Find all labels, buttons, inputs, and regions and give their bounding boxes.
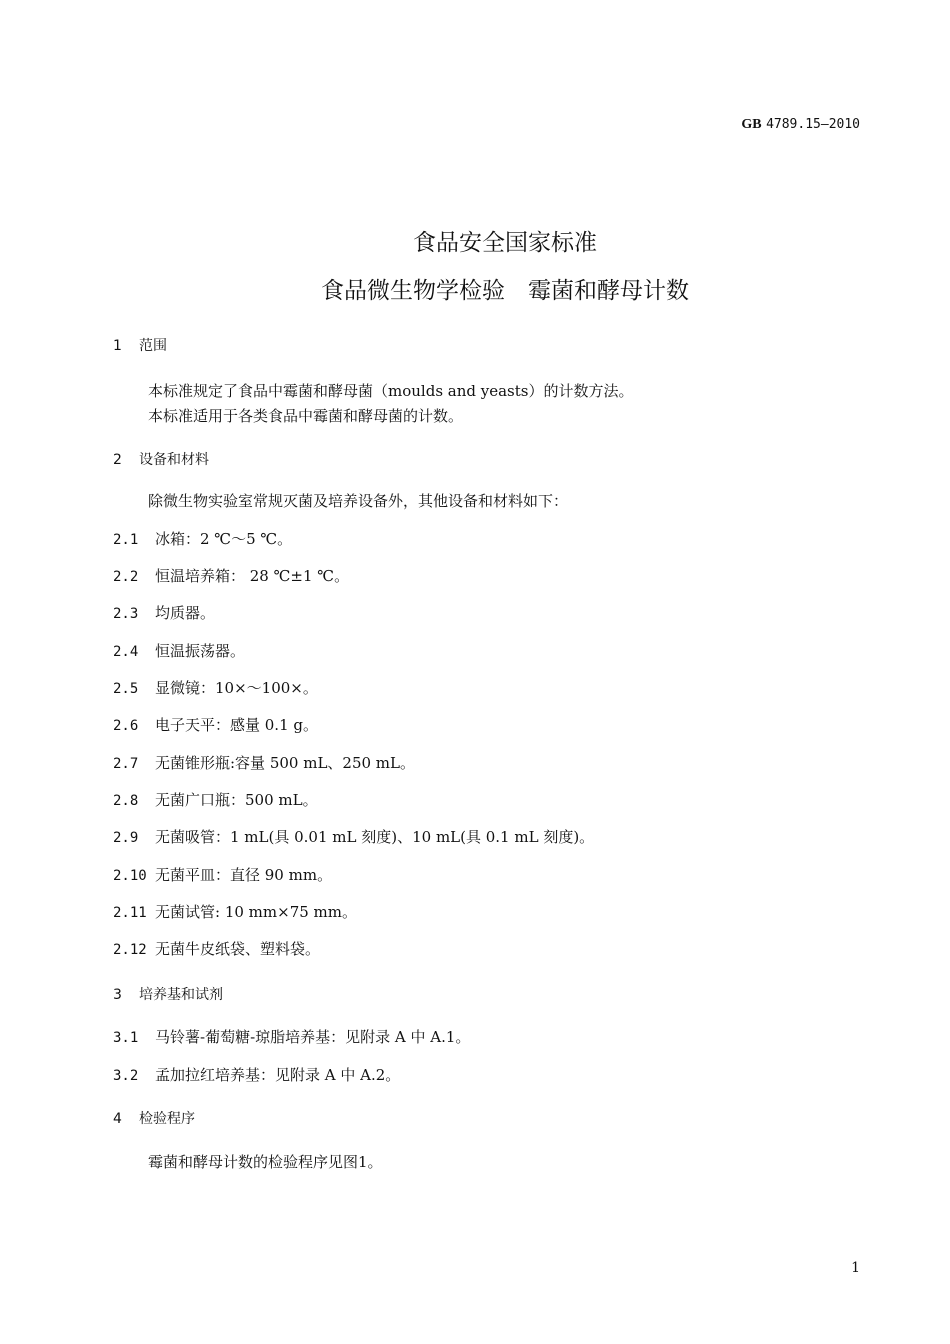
item-2-1: 2.1 冰箱：2 ℃～5 ℃。 xyxy=(113,530,293,548)
item-2-7: 2.7 无菌锥形瓶:容量 500 mL、250 mL。 xyxy=(113,754,415,772)
document-title-line2: 食品微生物学检验 霉菌和酵母计数 xyxy=(321,278,689,304)
section-1-heading: 1 范围 xyxy=(113,338,167,354)
standard-number: GB 4789.15—2010 xyxy=(741,117,860,132)
item-2-8: 2.8 无菌广口瓶：500 mL。 xyxy=(113,791,318,809)
section-3-heading: 3 培养基和试剂 xyxy=(113,987,223,1003)
item-2-10: 2.10 无菌平皿：直径 90 mm。 xyxy=(113,866,333,884)
section-4-heading: 4 检验程序 xyxy=(113,1111,195,1127)
item-3-2: 3.2 孟加拉红培养基：见附录 A 中 A.2。 xyxy=(113,1066,401,1084)
item-2-4: 2.4 恒温振荡器。 xyxy=(113,642,246,660)
item-2-9: 2.9 无菌吸管：1 mL(具 0.01 mL 刻度)、10 mL(具 0.1 mL 刻度)。 xyxy=(113,828,595,846)
document-title-line1: 食品安全国家标准 xyxy=(413,230,597,256)
section-2-intro: 除微生物实验室常规灭菌及培养设备外，其他设备和材料如下： xyxy=(148,492,569,510)
section-4-para: 霉菌和酵母计数的检验程序见图1。 xyxy=(148,1153,383,1171)
item-2-2: 2.2 恒温培养箱： 28 ℃±1 ℃。 xyxy=(113,567,350,585)
section-1-para-2: 本标准适用于各类食品中霉菌和酵母菌的计数。 xyxy=(148,407,464,425)
item-2-3: 2.3 均质器。 xyxy=(113,604,216,622)
section-2-heading: 2 设备和材料 xyxy=(113,452,209,468)
page-number: 1 xyxy=(851,1260,860,1276)
item-2-12: 2.12 无菌牛皮纸袋、塑料袋。 xyxy=(113,940,321,958)
section-1-para-1: 本标准规定了食品中霉菌和酵母菌（moulds and yeasts）的计数方法。 xyxy=(148,382,634,400)
item-2-6: 2.6 电子天平：感量 0.1 g。 xyxy=(113,716,318,734)
item-2-5: 2.5 显微镜：10×～100×。 xyxy=(113,679,318,697)
item-2-11: 2.11 无菌试管: 10 mm×75 mm。 xyxy=(113,903,357,921)
item-3-1: 3.1 马铃薯-葡萄糖-琼脂培养基：见附录 A 中 A.1。 xyxy=(113,1028,471,1046)
